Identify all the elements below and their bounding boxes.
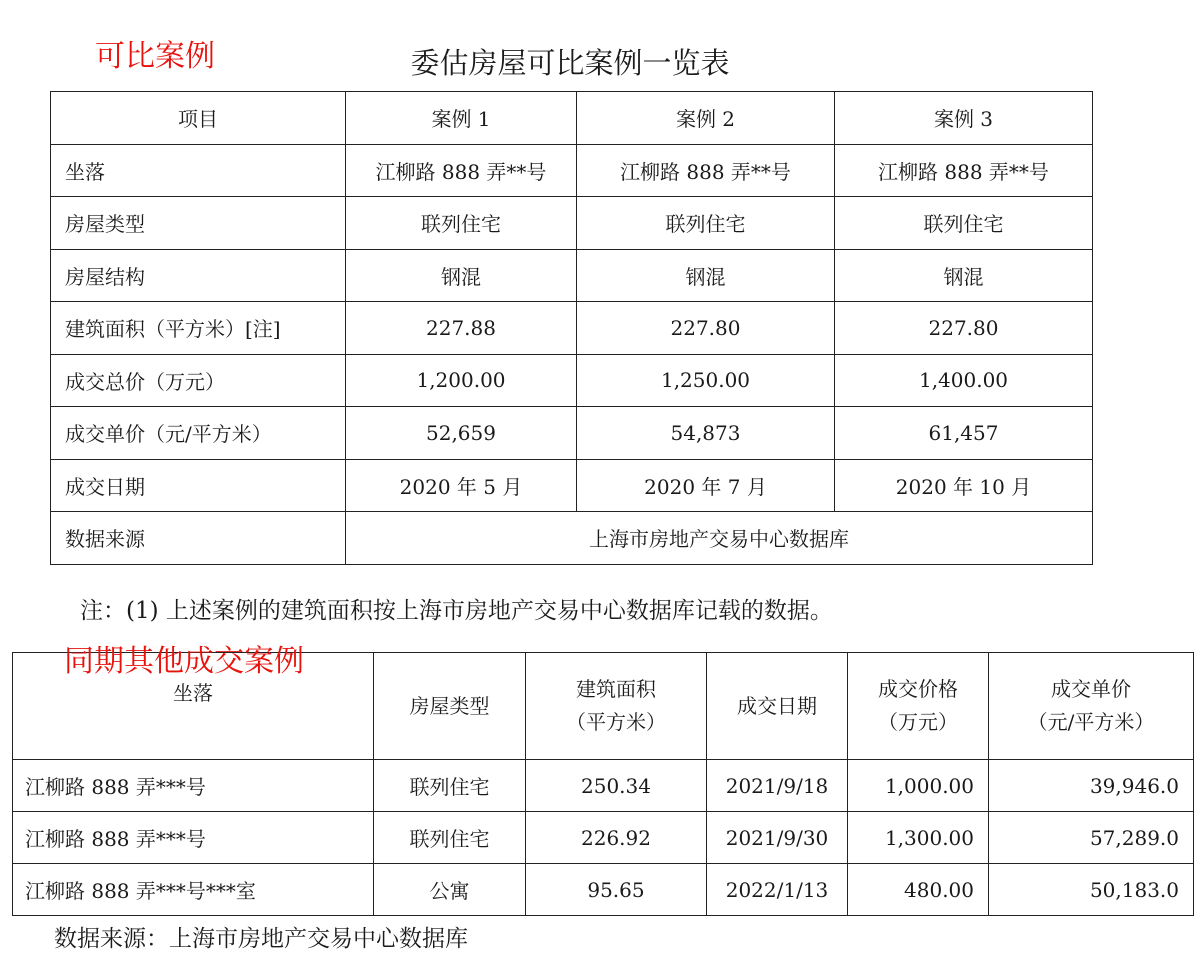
cell: 2020 年 5 月 (346, 459, 577, 512)
table-row (51, 197, 1093, 250)
cell: 250.34 (526, 760, 707, 812)
cell: 1,250.00 (577, 354, 835, 407)
table-row (13, 760, 1194, 812)
header-cell: 坐落 (13, 653, 374, 760)
header-cell: 案例 2 (577, 92, 835, 145)
table-header-row (51, 92, 1093, 145)
cell: 钢混 (835, 249, 1093, 302)
cell: 1,200.00 (346, 354, 577, 407)
table-row (51, 459, 1093, 512)
other-transactions-table (12, 652, 1194, 916)
cell: 61,457 (835, 407, 1093, 460)
table1-note: 注：(1) 上述案例的建筑面积按上海市房地产交易中心数据库记载的数据。 (80, 598, 833, 624)
cell: 52,659 (346, 407, 577, 460)
cell: 39,946.0 (989, 760, 1194, 812)
cell: 227.80 (577, 302, 835, 355)
cell: 1,400.00 (835, 354, 1093, 407)
cell: 54,873 (577, 407, 835, 460)
row-label: 成交单价（元/平方米） (51, 407, 346, 460)
header-cell: 成交日期 (707, 653, 848, 760)
cell: 226.92 (526, 812, 707, 864)
header-cell: 案例 3 (835, 92, 1093, 145)
other-cases-label: 同期其他成交案例 (64, 644, 304, 679)
cell: 480.00 (848, 864, 989, 916)
header-cell: 房屋类型 (374, 653, 526, 760)
cell: 2021/9/18 (707, 760, 848, 812)
cell: 1,300.00 (848, 812, 989, 864)
cell: 50,183.0 (989, 864, 1194, 916)
header-cell: 建筑面积 （平方米） (526, 653, 707, 760)
table-row (13, 812, 1194, 864)
table-row (51, 407, 1093, 460)
cell: 1,000.00 (848, 760, 989, 812)
cell: 2022/1/13 (707, 864, 848, 916)
cell: 江柳路 888 弄***号 (13, 760, 374, 812)
table-row (51, 249, 1093, 302)
row-label: 坐落 (51, 144, 346, 197)
header-cell: 项目 (51, 92, 346, 145)
source-cell: 上海市房地产交易中心数据库 (346, 512, 1093, 565)
row-label: 成交总价（万元） (51, 354, 346, 407)
source-row (51, 512, 1093, 565)
cell: 2021/9/30 (707, 812, 848, 864)
row-label: 数据来源 (51, 512, 346, 565)
cell: 钢混 (346, 249, 577, 302)
cell: 57,289.0 (989, 812, 1194, 864)
row-label: 房屋结构 (51, 249, 346, 302)
cell: 江柳路 888 弄***号***室 (13, 864, 374, 916)
table-row (13, 864, 1194, 916)
table-row (51, 144, 1093, 197)
cell: 江柳路 888 弄***号 (13, 812, 374, 864)
cell: 95.65 (526, 864, 707, 916)
cell: 227.88 (346, 302, 577, 355)
table-row (51, 302, 1093, 355)
cell: 公寓 (374, 864, 526, 916)
cell: 联列住宅 (374, 760, 526, 812)
cell: 2020 年 7 月 (577, 459, 835, 512)
cell: 江柳路 888 弄**号 (346, 144, 577, 197)
table-row (51, 354, 1093, 407)
cell: 钢混 (577, 249, 835, 302)
row-label: 成交日期 (51, 459, 346, 512)
cell: 2020 年 10 月 (835, 459, 1093, 512)
row-label: 房屋类型 (51, 197, 346, 250)
cell: 联列住宅 (577, 197, 835, 250)
table1-title: 委估房屋可比案例一览表 (410, 46, 730, 80)
data-source-note: 数据来源：上海市房地产交易中心数据库 (54, 926, 468, 952)
header-cell: 成交价格 （万元） (848, 653, 989, 760)
row-label: 建筑面积（平方米）[注] (51, 302, 346, 355)
header-cell: 案例 1 (346, 92, 577, 145)
comparable-cases-label: 可比案例 (95, 39, 215, 74)
cell: 联列住宅 (346, 197, 577, 250)
cell: 联列住宅 (835, 197, 1093, 250)
comparable-cases-table (50, 91, 1093, 565)
cell: 联列住宅 (374, 812, 526, 864)
cell: 227.80 (835, 302, 1093, 355)
header-cell: 成交单价 （元/平方米） (989, 653, 1194, 760)
cell: 江柳路 888 弄**号 (577, 144, 835, 197)
cell: 江柳路 888 弄**号 (835, 144, 1093, 197)
